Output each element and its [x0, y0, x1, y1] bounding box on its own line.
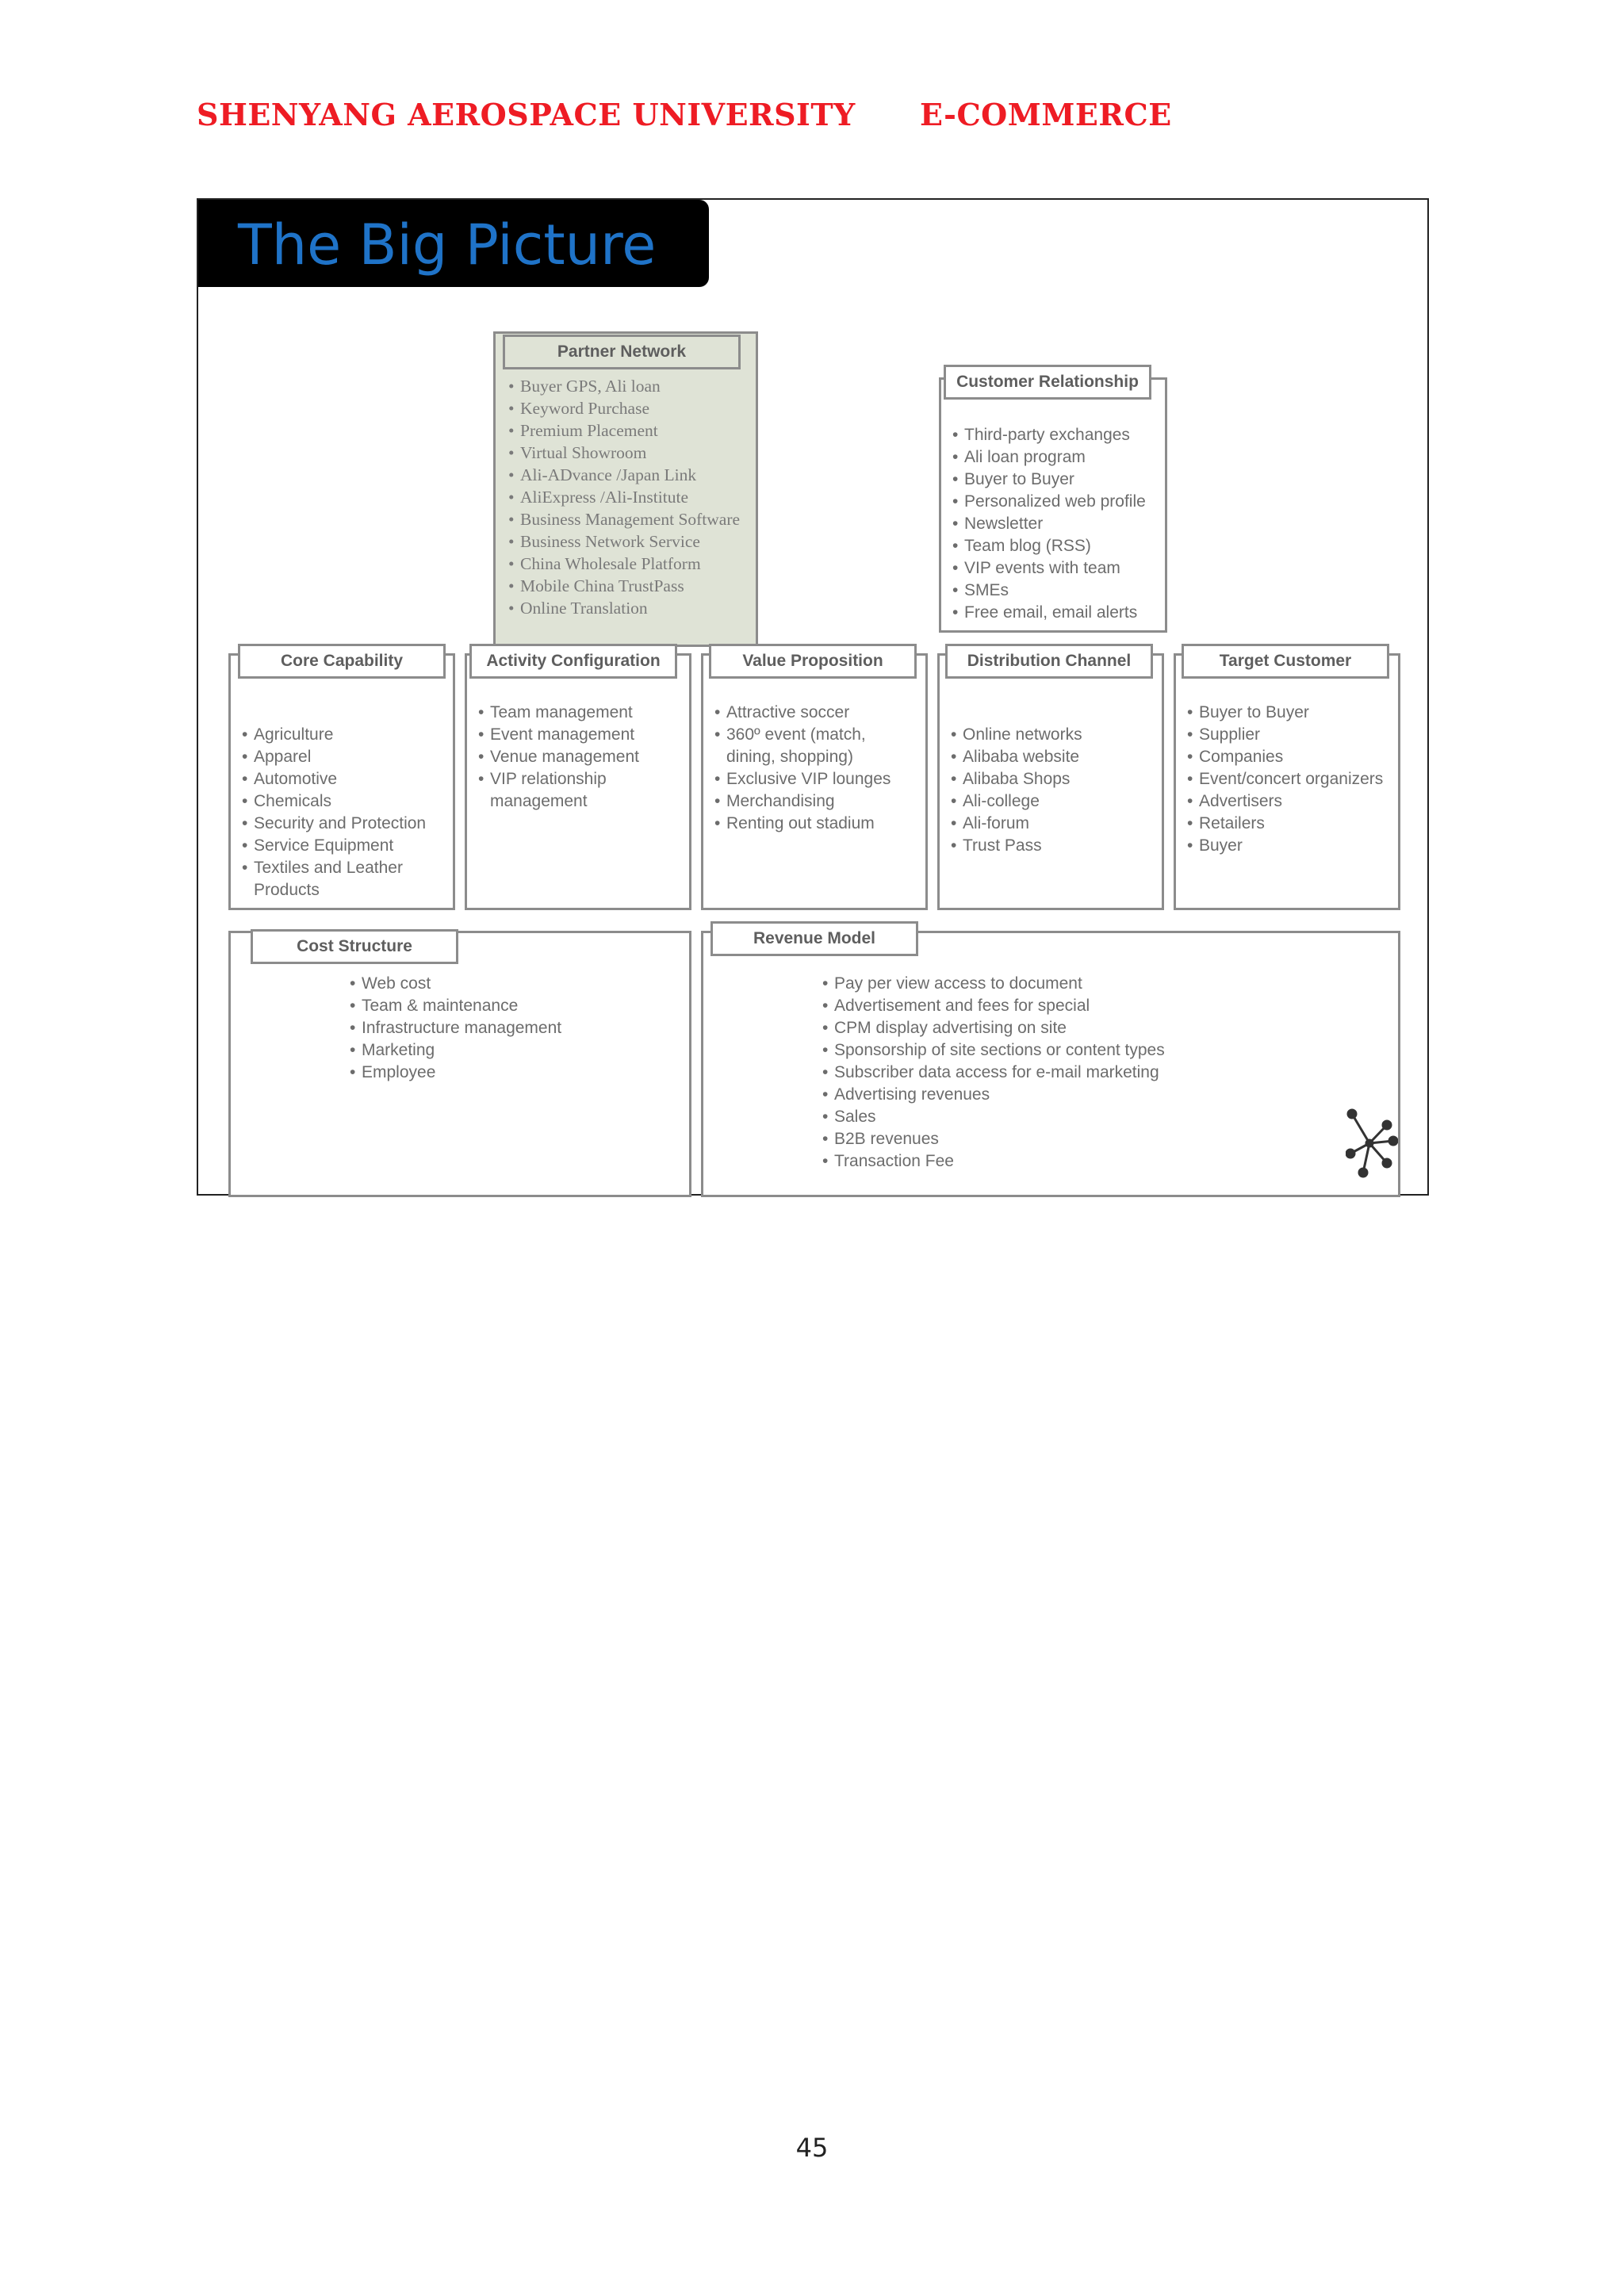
list-item: • Third-party exchanges [952, 424, 1146, 446]
list-item: • Service Equipment [242, 835, 426, 857]
list-item: • Alibaba website [951, 746, 1082, 768]
list-item: • Transaction Fee [822, 1150, 1165, 1173]
big-picture-figure [197, 198, 1429, 1196]
revenue-model-label: Revenue Model [710, 921, 918, 956]
list-item: • Sponsorship of site sections or content types [822, 1039, 1165, 1062]
list-item: • Security and Protection [242, 813, 426, 835]
activity-configuration-label: Activity Configuration [469, 644, 677, 679]
list-item: • Free email, email alerts [952, 602, 1146, 624]
list-item: • B2B revenues [822, 1128, 1165, 1150]
figure-title: The Big Picture [238, 212, 657, 277]
list-item: • VIP relationship [478, 768, 639, 790]
list-item: • Team blog (RSS) [952, 535, 1146, 557]
customer-relationship-box [939, 377, 1167, 633]
list-item: • Companies [1187, 746, 1383, 768]
list-item: • Newsletter [952, 513, 1146, 535]
list-item: • Ali-forum [951, 813, 1082, 835]
list-item: • Advertisement and fees for special [822, 995, 1165, 1017]
list-item: • CPM display advertising on site [822, 1017, 1165, 1039]
revenue-model-list [822, 973, 1165, 1173]
list-item: • Buyer to Buyer [1187, 702, 1383, 724]
list-item: • Alibaba Shops [951, 768, 1082, 790]
distribution-channel-list [951, 724, 1082, 857]
list-item: • Sales [822, 1106, 1165, 1128]
cost-structure-list [350, 973, 561, 1084]
list-item: • Supplier [1187, 724, 1383, 746]
list-item: • Personalized web profile [952, 491, 1146, 513]
list-item: • Business Network Service [508, 530, 740, 553]
list-item: • Premium Placement [508, 419, 740, 442]
value-proposition-list [714, 702, 891, 835]
core-capability-label: Core Capability [238, 644, 446, 679]
list-item: • Virtual Showroom [508, 442, 740, 464]
list-item: • Ali-ADvance /Japan Link [508, 464, 740, 486]
partner-network-box [493, 331, 758, 647]
figure-title-bar [198, 200, 709, 287]
list-item: • Team & maintenance [350, 995, 561, 1017]
list-item: • Chemicals [242, 790, 426, 813]
core-capability-list [242, 724, 426, 901]
list-item: • Venue management [478, 746, 639, 768]
target-customer-box [1174, 653, 1400, 910]
list-item: • Infrastructure management [350, 1017, 561, 1039]
core-capability-box [228, 653, 455, 910]
list-item: • Agriculture [242, 724, 426, 746]
list-item: • Textiles and Leather [242, 857, 426, 879]
page-number: 45 [795, 2133, 829, 2163]
list-item: • Event/concert organizers [1187, 768, 1383, 790]
list-item: Products [254, 881, 320, 899]
activity-configuration-box [465, 653, 691, 910]
list-item: • AliExpress /Ali-Institute [508, 486, 740, 508]
partner-network-list [508, 375, 740, 619]
list-item: • Retailers [1187, 813, 1383, 835]
list-item: • Exclusive VIP lounges [714, 768, 891, 790]
list-item: • Keyword Purchase [508, 397, 740, 419]
distribution-channel-label: Distribution Channel [945, 644, 1153, 679]
list-item: • Employee [350, 1062, 561, 1084]
list-item: • Subscriber data access for e-mail marketing [822, 1062, 1165, 1084]
list-item: • Renting out stadium [714, 813, 891, 835]
list-item: • Trust Pass [951, 835, 1082, 857]
list-item: dining, shopping) [726, 748, 853, 766]
activity-configuration-list [478, 702, 639, 813]
list-item: management [490, 792, 588, 810]
header-course: E-COMMERCE [920, 97, 1172, 132]
list-item: • Mobile China TrustPass [508, 575, 740, 597]
customer-relationship-list [952, 424, 1146, 624]
list-item: • Pay per view access to document [822, 973, 1165, 995]
list-item: • Event management [478, 724, 639, 746]
list-item: • Merchandising [714, 790, 891, 813]
cost-structure-label: Cost Structure [251, 929, 458, 964]
list-item: • Business Management Software [508, 508, 740, 530]
list-item: • 360º event (match, [714, 724, 891, 746]
header-university: SHENYANG AEROSPACE UNIVERSITY [197, 97, 856, 132]
list-item: • China Wholesale Platform [508, 553, 740, 575]
distribution-channel-box [937, 653, 1164, 910]
list-item: • Ali loan program [952, 446, 1146, 469]
cost-structure-box [228, 931, 691, 1197]
target-customer-list [1187, 702, 1383, 857]
list-item: • Marketing [350, 1039, 561, 1062]
list-item: • Online Translation [508, 597, 740, 619]
target-customer-label: Target Customer [1182, 644, 1389, 679]
list-item: • Apparel [242, 746, 426, 768]
list-item: • SMEs [952, 580, 1146, 602]
list-item: • Team management [478, 702, 639, 724]
list-item: • VIP events with team [952, 557, 1146, 580]
list-item: • Advertisers [1187, 790, 1383, 813]
list-item: • Buyer GPS, Ali loan [508, 375, 740, 397]
list-item: • Buyer to Buyer [952, 469, 1146, 491]
list-item: • Advertising revenues [822, 1084, 1165, 1106]
network-star-icon [1346, 1108, 1398, 1179]
customer-relationship-label: Customer Relationship [944, 365, 1151, 400]
list-item: • Buyer [1187, 835, 1383, 857]
value-proposition-label: Value Proposition [709, 644, 917, 679]
value-proposition-box [701, 653, 928, 910]
partner-network-label: Partner Network [503, 335, 741, 369]
list-item: • Online networks [951, 724, 1082, 746]
list-item: • Automotive [242, 768, 426, 790]
list-item: • Attractive soccer [714, 702, 891, 724]
list-item: • Web cost [350, 973, 561, 995]
list-item: • Ali-college [951, 790, 1082, 813]
revenue-model-box [701, 931, 1400, 1197]
